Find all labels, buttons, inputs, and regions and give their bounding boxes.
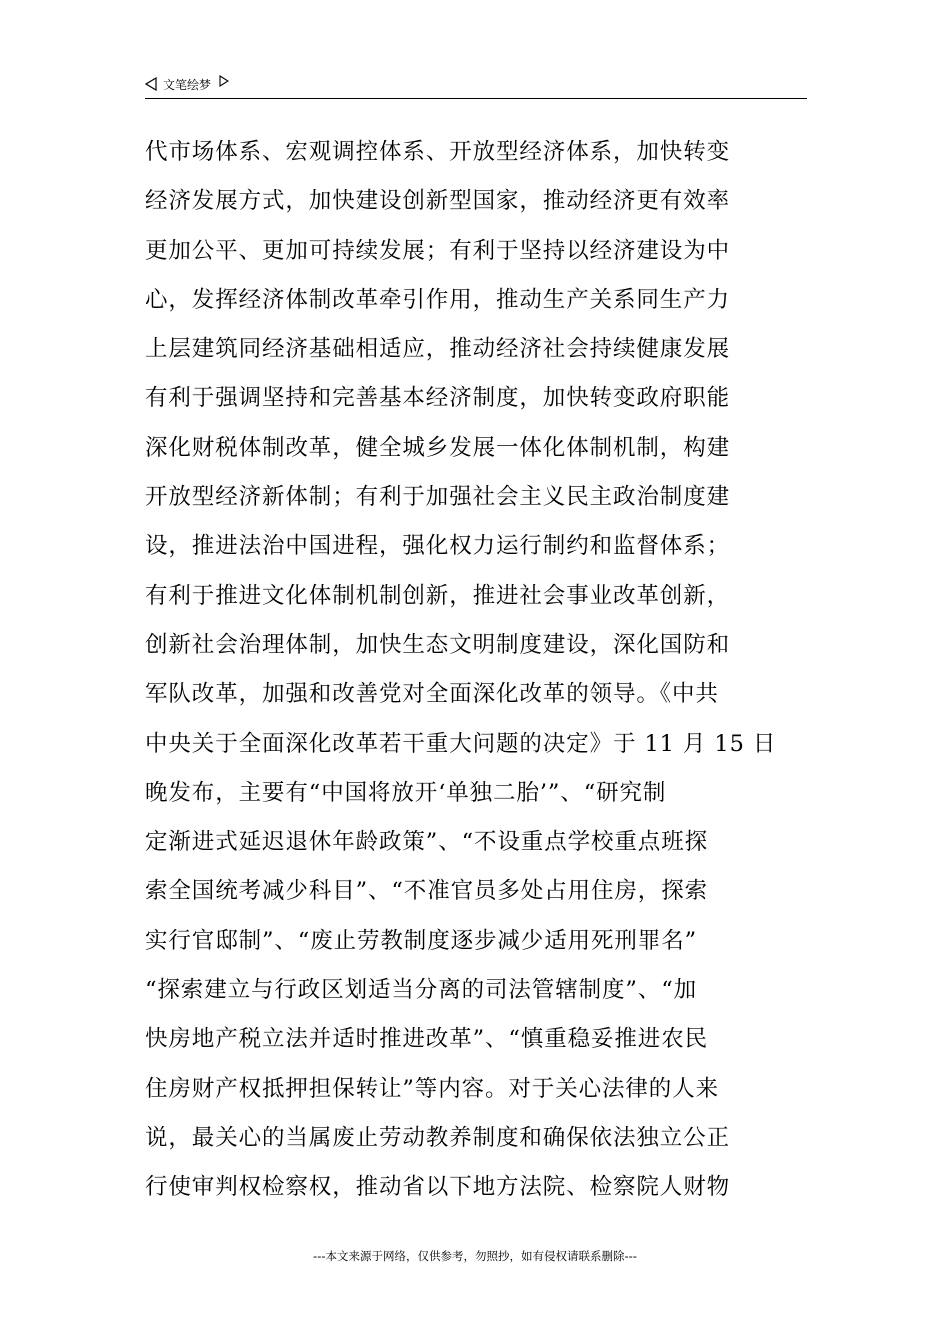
header-title-group xyxy=(145,74,229,94)
text-line: 行使审判权检察权，推动省以下地方法院、检察院人财物 xyxy=(145,1174,731,1201)
text-line: 实行官邸制”、“废止劳教制度逐步减少适用死刑罪名” xyxy=(145,927,698,954)
text-line: 住房财产权抵押担保转让”等内容。对于关心法律的人来 xyxy=(145,1075,720,1102)
triangle-left-icon xyxy=(145,77,157,91)
text-line: 心，发挥经济体制改革牵引作用，推动生产关系同生产力 xyxy=(145,286,731,313)
text-line: 深化财税体制改革，健全城乡发展一体化体制机制，构建 xyxy=(145,434,731,461)
text-line: 上层建筑同经济基础相适应，推动经济社会持续健康发展 xyxy=(145,336,731,363)
text-line: 经济发展方式，加快建设创新型国家，推动经济更有效率 xyxy=(145,188,731,215)
text-line: 代市场体系、宏观调控体系、开放型经济体系，加快转变 xyxy=(145,139,731,165)
text-line: 设，推进法治中国进程，强化权力运行制约和监督体系； xyxy=(145,533,731,560)
triangle-right-icon xyxy=(219,75,229,87)
text-line: 定渐进式延迟退休年龄政策”、“不设重点学校重点班探 xyxy=(145,829,709,856)
document-body xyxy=(145,128,815,1213)
text-line: 快房地产税立法并适时推进改革”、“慎重稳妥推进农民 xyxy=(145,1026,709,1053)
text-line: 说，最关心的当属废止劳动教养制度和确保依法独立公正 xyxy=(145,1124,731,1151)
text-line: “探索建立与行政区划适当分离的司法管辖制度”、“加 xyxy=(145,977,698,1004)
text-line: 晚发布，主要有“中国将放开‘单独二胎’”、“研究制 xyxy=(145,779,667,806)
text-line: 有利于强调坚持和完善基本经济制度，加快转变政府职能 xyxy=(145,385,731,412)
footer-notice: ---本文来源于网络，仅供参考，勿照抄，如有侵权请联系删除--- xyxy=(313,1249,637,1263)
text-line: 更加公平、更加可持续发展；有利于坚持以经济建设为中 xyxy=(145,237,731,264)
header-title: 文笔绘梦 xyxy=(163,77,212,92)
text-line: 开放型经济新体制；有利于加强社会主义民主政治制度建 xyxy=(145,484,731,511)
text-line: 军队改革，加强和改善党对全面深化改革的领导。《中共 xyxy=(145,681,719,708)
page-header xyxy=(145,72,807,99)
text-line: 索全国统考减少科目”、“不准官员多处占用住房，探索 xyxy=(145,878,709,905)
text-line: 有利于推进文化体制机制创新，推进社会事业改革创新， xyxy=(145,582,731,609)
text-line: 中央关于全面深化改革若干重大问题的决定》于 11 月 15 日 xyxy=(145,730,777,757)
text-line: 创新社会治理体制，加快生态文明制度建设，深化国防和 xyxy=(145,631,731,658)
